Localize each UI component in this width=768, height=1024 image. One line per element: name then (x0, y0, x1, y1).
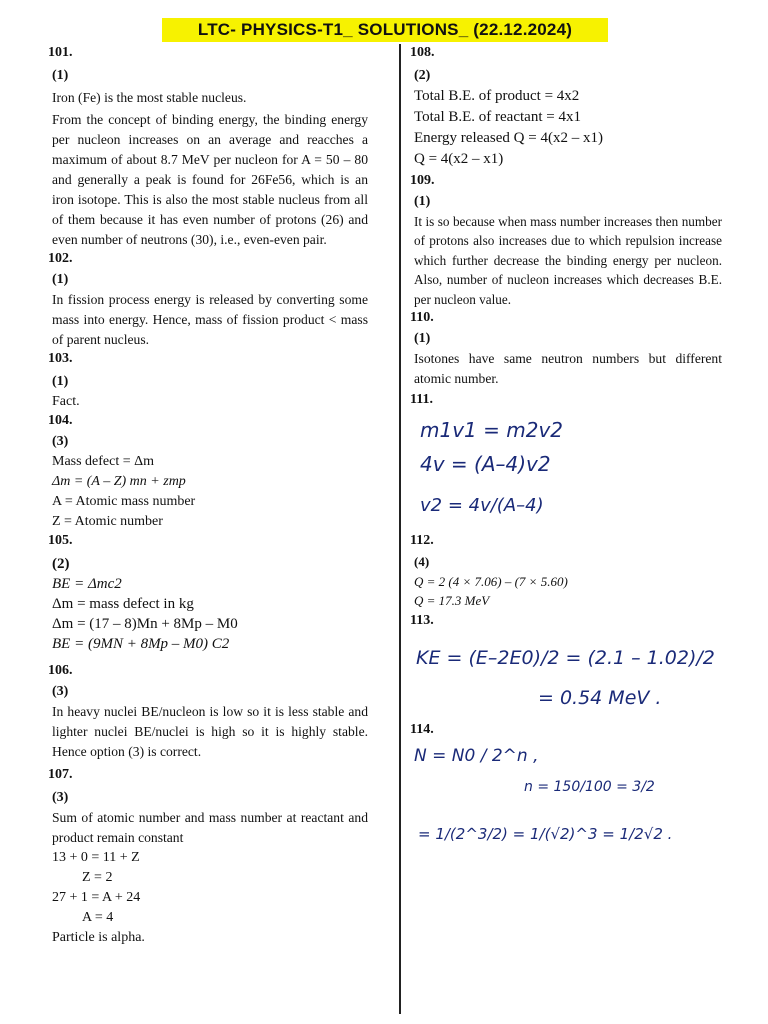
answer-option: (2) (52, 556, 70, 572)
answer-option: (1) (414, 331, 431, 347)
handwritten-line: m1v1 = m2v2 (420, 418, 564, 443)
answer-option: (4) (414, 554, 430, 570)
answer-option: (3) (52, 790, 69, 805)
equation-line: Q = 2 (4 × 7.06) – (7 × 5.60) (414, 574, 568, 590)
equation-line: Total B.E. of reactant = 4x1 (414, 109, 581, 125)
answer-option: (3) (52, 684, 69, 699)
question-number: 114. (410, 722, 434, 738)
handwritten-line: N = N0 / 2^n , (414, 746, 539, 767)
question-number: 102. (48, 251, 73, 266)
question-number: 103. (48, 351, 73, 366)
solution-paragraph: In fission process energy is released by converting some mass into energy. Hence, mass of fission product < mass of parent nucleus. (52, 292, 368, 347)
handwritten-line: n = 150/100 = 3/2 (524, 779, 655, 796)
right-column (410, 44, 722, 874)
question-number: 104. (48, 413, 73, 428)
answer-option: (2) (414, 68, 431, 83)
handwritten-line: = 1/(2^3/2) = 1/(√2)^3 = 1/2√2 . (418, 825, 673, 844)
column-divider (399, 44, 401, 1014)
equation-line: BE = (9MN + 8Mp – M0) C2 (52, 636, 230, 652)
solution-paragraph: It is so because when mass number increases then number of protons also increases due to which repulsion increase which further decrease the binding energy per nucleon. Also, number of nucleon increases which decreases B.E. per nucleon value. (414, 214, 722, 307)
page-title: LTC- PHYSICS-T1_ SOLUTIONS_ (22.12.2024) (162, 18, 608, 42)
solution-paragraph: Isotones have same neutron numbers but different atomic number. (414, 351, 722, 387)
left-column (48, 44, 368, 948)
answer-option: (1) (414, 194, 431, 209)
equation-line: Z = Atomic number (52, 514, 163, 529)
equation-line: 27 + 1 = A + 24 (52, 890, 141, 905)
solution-paragraph: In heavy nuclei BE/nucleon is low so it is less stable and lighter nuclei BE/nuclei is high so it is highly stable. Hence option (3) is correct. (52, 704, 368, 759)
solution-paragraph: Sum of atomic number and mass number at reactant and product remain constant (52, 810, 368, 845)
handwritten-ke-solution (414, 630, 714, 716)
equation-line: Δm = (A – Z) mn + zmp (52, 474, 186, 489)
handwritten-halflife-solution (414, 739, 714, 869)
solution-text: Fact. (52, 394, 80, 409)
question-number: 108. (410, 45, 435, 60)
solution-paragraph: From the concept of binding energy, the binding energy per nucleon increases on an average and reacches a maximum of about 8.7 MeV per nucleon for A = 50 – 80 and generally a peak is found for 26Fe56, which is an iron isotope. This is also the most stable nucleus from all of them because it has even number of protons (26) and even number of neutrons (30), i.e., even-even pair. (52, 112, 368, 247)
question-number: 111. (410, 392, 433, 408)
answer-option: (1) (52, 374, 69, 389)
answer-option: (1) (52, 68, 69, 83)
handwritten-line: = 0.54 MeV . (538, 687, 662, 710)
solution-text: Particle is alpha. (52, 930, 145, 945)
question-number: 101. (48, 45, 73, 60)
equation-line: Total B.E. of product = 4x2 (414, 88, 580, 104)
equation-line: Q = 17.3 MeV (414, 593, 490, 609)
handwritten-line: 4v = (A–4)v2 (420, 452, 551, 477)
equation-line: Z = 2 (82, 870, 113, 885)
solution-text: Iron (Fe) is the most stable nucleus. (52, 90, 247, 105)
answer-option: (1) (52, 272, 69, 287)
equation-line: Mass defect = Δm (52, 454, 155, 469)
question-number: 105. (48, 533, 73, 548)
question-number: 113. (410, 613, 434, 629)
handwritten-line: v2 = 4v/(A–4) (420, 495, 544, 517)
equation-line: Energy released Q = 4(x2 – x1) (414, 130, 603, 146)
equation-line: 13 + 0 = 11 + Z (52, 850, 140, 865)
question-number: 112. (410, 533, 434, 549)
equation-line: Δm = (17 – 8)Mn + 8Mp – M0 (52, 616, 238, 632)
equation-line: A = Atomic mass number (52, 494, 196, 509)
question-number: 109. (410, 173, 435, 188)
equation-line: Q = 4(x2 – x1) (414, 151, 504, 167)
equation-line: Δm = mass defect in kg (52, 596, 194, 612)
question-number: 107. (48, 767, 73, 782)
question-number: 110. (410, 310, 434, 326)
handwritten-line: KE = (E–2E0)/2 = (2.1 – 1.02)/2 (416, 647, 714, 670)
question-number: 106. (48, 663, 73, 678)
equation-line: BE = Δmc2 (52, 576, 122, 592)
equation-line: A = 4 (82, 910, 114, 925)
answer-option: (3) (52, 434, 69, 449)
handwritten-momentum-solution (414, 409, 594, 527)
